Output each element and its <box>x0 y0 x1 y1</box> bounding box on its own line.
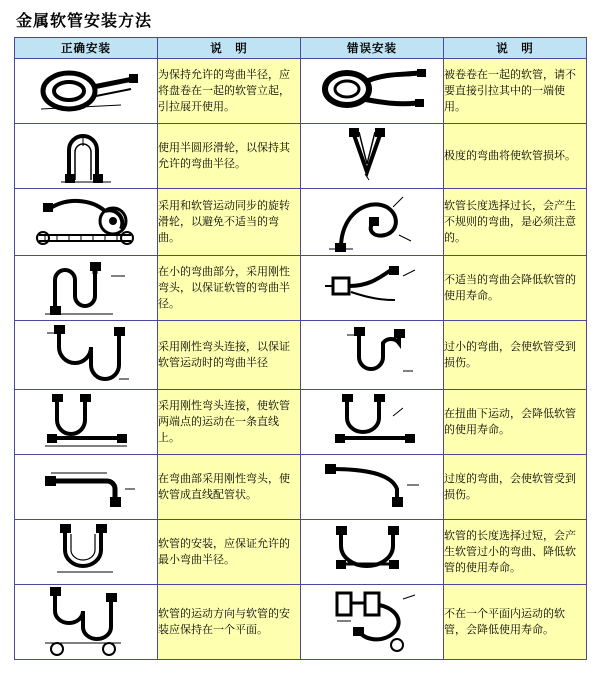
table-header-row <box>15 38 587 59</box>
twisted-u-bend-motion-icon <box>301 390 442 454</box>
note-correct: 在弯曲部采用刚性弯头，使软管成直线配管状。 <box>158 455 301 520</box>
figure-cell-correct <box>15 256 158 321</box>
table-row <box>15 585 587 660</box>
table-row <box>15 321 587 390</box>
note-wrong: 过度的弯曲，会使软管受到损伤。 <box>444 455 587 520</box>
figure-cell-wrong <box>301 189 444 256</box>
note-correct: 软管的安装，应保证允许的最小弯曲半径。 <box>158 520 301 585</box>
figure-cell-correct <box>15 455 158 520</box>
note-correct: 软管的运动方向与软管的安装应保持在一个平面。 <box>158 585 301 660</box>
table-row <box>15 59 587 124</box>
excessive-bend-at-corner-icon <box>301 455 442 519</box>
figure-cell-wrong <box>301 256 444 321</box>
table-row <box>15 390 587 455</box>
figure-cell-wrong <box>301 124 444 189</box>
hose-installation-table <box>14 37 587 660</box>
note-wrong: 软管的长度选择过短，会产生软管过小的弯曲、降低软管的使用寿命。 <box>444 520 587 585</box>
hose-over-semicircular-guide-icon <box>15 124 156 188</box>
figure-cell-correct <box>15 585 158 660</box>
note-correct: 使用半圆形滑轮，以保持其允许的弯曲半径。 <box>158 124 301 189</box>
rigid-elbow-straight-piping-icon <box>15 455 156 519</box>
figure-cell-correct <box>15 189 158 256</box>
table-row <box>15 124 587 189</box>
figure-cell-wrong <box>301 585 444 660</box>
figure-cell-wrong <box>301 455 444 520</box>
hose-too-long-irregular-loop-icon <box>301 189 442 255</box>
figure-cell-wrong <box>301 520 444 585</box>
figure-cell-correct <box>15 124 158 189</box>
figure-cell-wrong <box>301 321 444 390</box>
note-correct: 采用和软管运动同步的旋转滑轮，以避免不适当的弯曲。 <box>158 189 301 256</box>
coiled-hose-pulled-one-end-icon <box>301 59 442 123</box>
header-correct-install: 正确安装 <box>15 38 158 59</box>
note-wrong: 过小的弯曲，会使软管受到损伤。 <box>444 321 587 390</box>
note-wrong: 极度的弯曲将使软管损坏。 <box>444 124 587 189</box>
hose-too-long-small-bend-icon <box>301 520 442 584</box>
header-wrong-install: 错误安装 <box>301 38 444 59</box>
note-wrong: 软管长度选择过长，会产生不规则的弯曲，是必须注意的。 <box>444 189 587 256</box>
page-title: 金属软管安装方法 <box>16 11 153 30</box>
too-small-u-bend-icon <box>301 321 442 389</box>
note-correct: 采用刚性弯头连接，以保证软管运动时的弯曲半径 <box>158 321 301 390</box>
hose-with-sync-rotating-pulley-icon <box>15 189 156 255</box>
coiled-hose-standing-reel-icon <box>15 59 156 123</box>
header-wrong-note: 说 明 <box>444 38 587 59</box>
note-wrong: 在扭曲下运动，会降低软管的使用寿命。 <box>444 390 587 455</box>
note-correct: 为保持允许的弯曲半径，应将盘卷在一起的软管立起，引拉展开使用。 <box>158 59 301 124</box>
note-correct: 在小的弯曲部分，采用刚性弯头，以保证软管的弯曲半径。 <box>158 256 301 321</box>
figure-cell-correct <box>15 520 158 585</box>
table-row <box>15 256 587 321</box>
note-wrong: 不在一个平面内运动的软管，会降低使用寿命。 <box>444 585 587 660</box>
figure-cell-wrong <box>301 59 444 124</box>
table-row <box>15 189 587 256</box>
rigid-elbows-straight-line-motion-icon <box>15 390 156 454</box>
note-wrong: 被卷卷在一起的软管，请不要直接引拉其中的一端使用。 <box>444 59 587 124</box>
figure-cell-correct <box>15 321 158 390</box>
table-row <box>15 455 587 520</box>
header-correct-note: 说 明 <box>158 38 301 59</box>
figure-cell-correct <box>15 390 158 455</box>
hose-minimum-bend-radius-u-icon <box>15 520 156 584</box>
table-row <box>15 520 587 585</box>
improper-bend-at-fitting-icon <box>301 256 442 320</box>
hose-motion-same-plane-icon <box>15 585 156 659</box>
hose-motion-out-of-plane-icon <box>301 585 442 659</box>
rigid-elbow-at-small-bend-icon <box>15 256 156 320</box>
note-correct: 采用刚性弯头连接，使软管两端点的运动在一条直线上。 <box>158 390 301 455</box>
note-wrong: 不适当的弯曲会降低软管的使用寿命。 <box>444 256 587 321</box>
figure-cell-correct <box>15 59 158 124</box>
hose-sharp-v-bend-icon <box>301 124 442 188</box>
rigid-elbow-u-bend-connection-icon <box>15 321 156 389</box>
figure-cell-wrong <box>301 390 444 455</box>
